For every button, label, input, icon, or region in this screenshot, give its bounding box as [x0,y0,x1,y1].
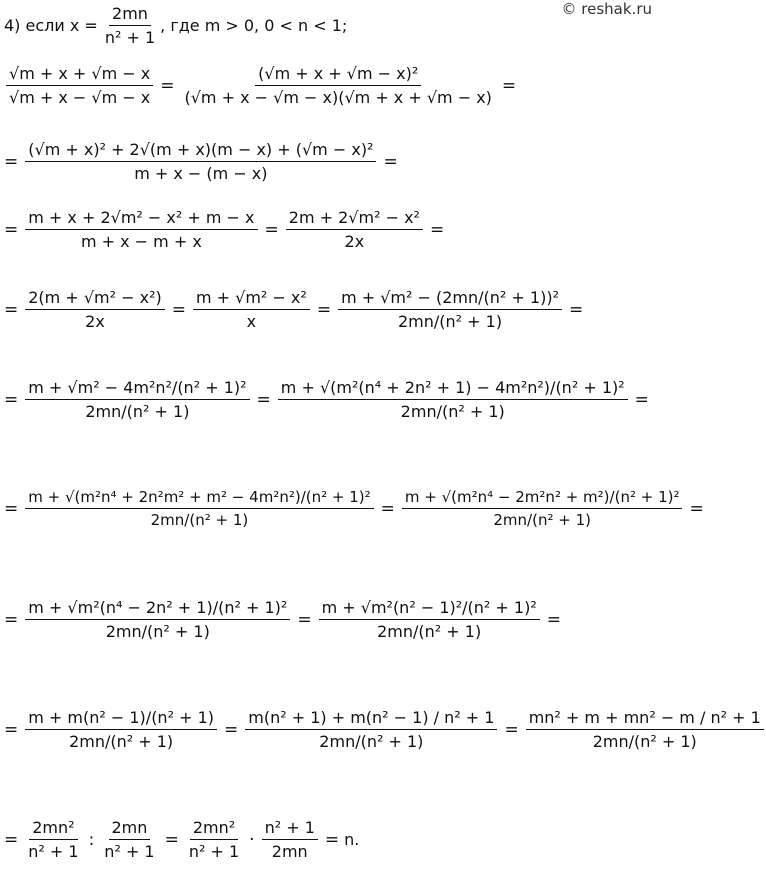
step2-den: m + x − (m − x) [134,164,268,183]
equals-sign: = [546,609,561,630]
step8-c-den: 2mn/(n² + 1) [592,732,697,751]
conditions: , где m > 0, 0 < n < 1; [160,16,348,35]
equals-sign: = [429,219,445,240]
step3-b-num: 2m + 2√m² − x² [286,208,423,230]
step1-lhs [6,64,153,107]
step8-b-den: 2mn/(n² + 1) [319,732,424,751]
step7-b-num: m + √m²(n² − 1)²/(n² + 1)² [319,598,540,620]
step5-a-den: 2mn/(n² + 1) [85,402,190,421]
step-8 [4,708,766,751]
step8-a [25,708,217,751]
x-definition-fraction [102,4,158,47]
step7-b [319,598,540,641]
step8-c-num: mn² + m + mn² − m / n² + 1 [526,708,764,730]
equals-sign: = [297,609,312,630]
step-7 [4,598,566,641]
problem-number: 4) если x = [4,16,98,35]
step9-d-den: 2mn [271,842,308,861]
step3-b [286,208,423,251]
equals-sign: = [4,151,19,172]
step9-a [25,818,81,861]
step7-a [25,598,290,641]
step9-b-num: 2mn [109,818,151,840]
equals-sign: = [223,719,239,740]
step4-c-num: m + √m² − (2mn/(n² + 1))² [338,288,562,310]
step9-b-den: n² + 1 [104,842,155,861]
step-2 [4,140,403,183]
problem-header [4,4,347,47]
step4-b [193,288,310,331]
step2-num: (√m + x)² + 2√(m + x)(m − x) + (√m − x)² [25,140,376,162]
step4-a-den: 2x [85,312,105,331]
step1-lhs-num: √m + x + √m − x [6,64,153,86]
equals-sign: = [4,719,19,740]
step2-fraction [25,140,376,183]
equals-sign: = [4,609,19,630]
step4-b-den: x [246,312,257,331]
equals-sign: = [569,299,584,320]
step1-rhs-num: (√m + x + √m − x)² [255,64,421,86]
equals-sign: = [316,299,332,320]
step4-c-den: 2mn/(n² + 1) [397,312,503,331]
step1-rhs-den: (√m + x − √m − x)(√m + x + √m − x) [184,88,492,107]
step9-a-num: 2mn² [29,818,77,840]
step7-b-den: 2mn/(n² + 1) [377,622,482,641]
step9-b [101,818,157,861]
step4-b-num: m + √m² − x² [193,288,310,310]
equals-sign: = [504,719,519,740]
equals-sign: = [264,219,279,240]
step6-a-den: 2mn/(n² + 1) [150,511,249,529]
step4-a [25,288,164,331]
step6-b [402,488,683,529]
step9-a-den: n² + 1 [28,842,79,861]
step5-a [25,378,249,421]
step8-b [245,708,497,751]
equals-sign: = [4,498,19,519]
step-5 [4,378,654,421]
step1-rhs [181,64,494,107]
watermark: © reshak.ru [561,0,652,18]
equals-sign: = [256,389,271,410]
step6-b-num: m + √(m²n⁴ − 2m²n² + m²)/(n² + 1)² [402,488,683,509]
equals-sign: = [164,829,179,850]
equals-sign: = [4,299,19,320]
step9-c-den: n² + 1 [188,842,240,861]
step-3 [4,208,449,251]
step3-a [25,208,257,251]
equals-sign: = [4,829,19,850]
step5-b-num: m + √(m²(n⁴ + 2n² + 1) − 4m²n²)/(n² + 1)² [278,378,628,400]
step4-a-num: 2(m + √m² − x²) [25,288,164,310]
equals-sign: = [324,829,340,850]
step9-c [186,818,242,861]
dot-sign: · [249,829,255,850]
step-9 [4,818,359,861]
colon-sign: : [88,829,95,850]
step4-c [338,288,562,331]
step8-b-num: m(n² + 1) + m(n² − 1) / n² + 1 [245,708,497,730]
step9-d-num: n² + 1 [262,818,318,840]
step3-a-den: m + x − m + x [80,232,202,251]
equals-sign: = [171,299,186,320]
step3-b-den: 2x [344,232,365,251]
step6-a [25,488,373,529]
step6-b-den: 2mn/(n² + 1) [493,511,591,529]
equals-sign: = [689,498,704,519]
step1-lhs-den: √m + x − √m − x [9,88,151,107]
step3-a-num: m + x + 2√m² − x² + m − x [25,208,257,230]
step5-b [278,378,628,421]
step7-a-den: 2mn/(n² + 1) [105,622,210,641]
step8-a-den: 2mn/(n² + 1) [69,732,174,751]
step8-c [526,708,764,751]
step7-a-num: m + √m²(n⁴ − 2n² + 1)/(n² + 1)² [25,598,290,620]
step-4 [4,288,588,331]
equals-sign: = [501,75,517,96]
equals-sign: = [634,389,649,410]
step-1 [4,64,521,107]
final-result: n. [344,830,360,849]
step5-b-den: 2mn/(n² + 1) [400,402,505,421]
step5-a-num: m + √m² − 4m²n²/(n² + 1)² [25,378,249,400]
x-denominator: n² + 1 [104,28,156,47]
step9-c-num: 2mn² [190,818,238,840]
equals-sign: = [383,151,398,172]
equals-sign: = [4,389,19,410]
step9-d [262,818,318,861]
step6-a-num: m + √(m²n⁴ + 2n²m² + m² − 4m²n²)/(n² + 1)² [25,488,373,509]
equals-sign: = [380,498,395,519]
step-6 [4,488,709,529]
step8-a-num: m + m(n² − 1)/(n² + 1) [25,708,217,730]
equals-sign: = [160,75,175,96]
equals-sign: = [4,219,19,240]
x-numerator: 2mn [109,4,151,26]
